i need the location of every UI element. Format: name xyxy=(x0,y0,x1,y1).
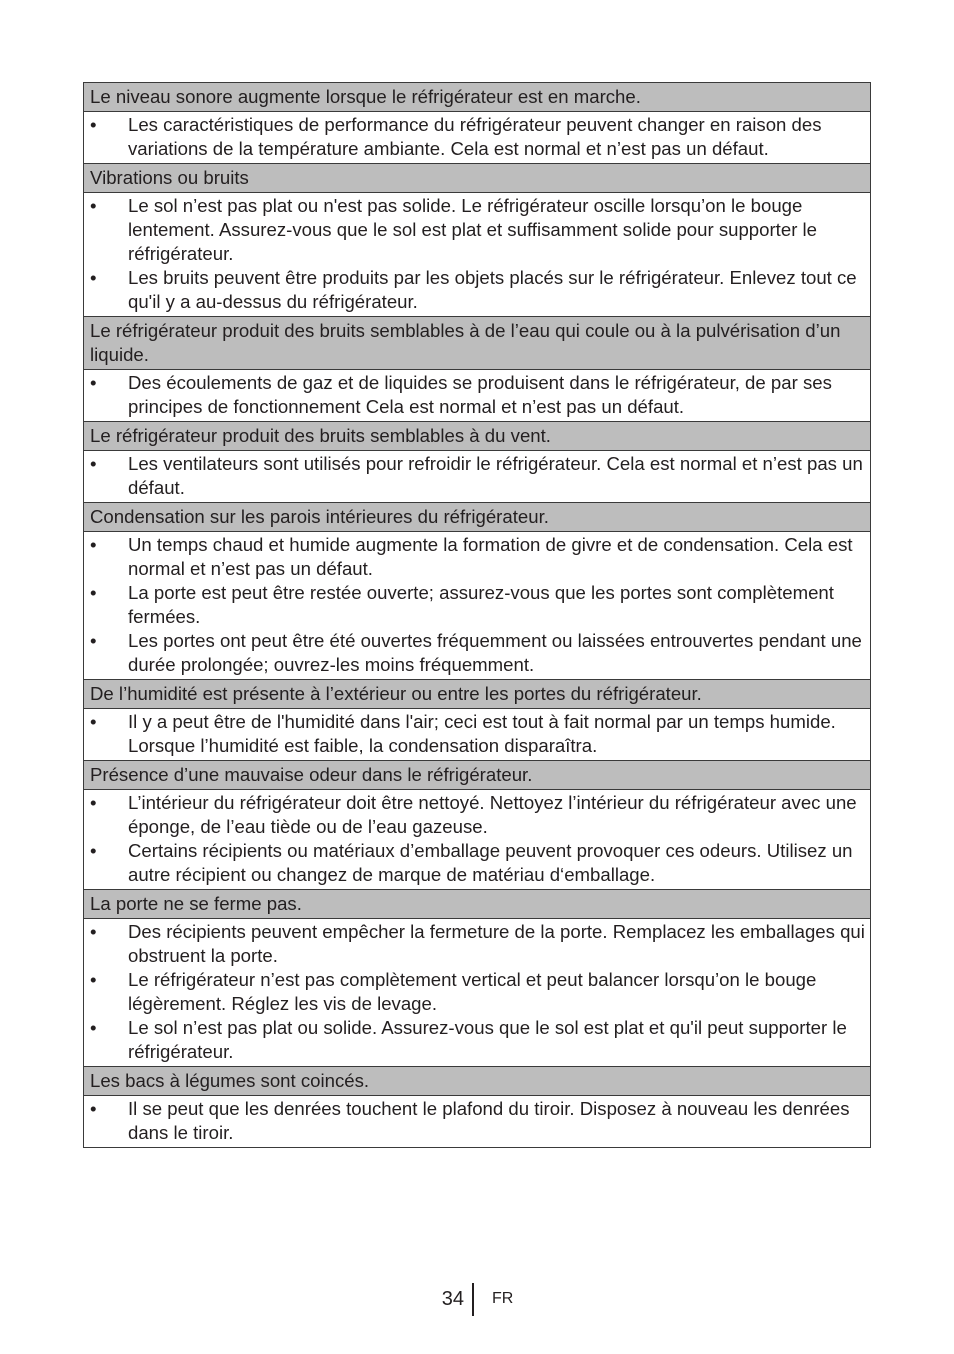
section-body xyxy=(83,790,871,890)
bullet-item xyxy=(84,266,866,314)
bullet-item xyxy=(84,710,866,758)
bullet-text: L’intérieur du réfrigérateur doit être nettoyé. Nettoyez l’intérieur du réfrigérateur avec une éponge, de l’eau tiède ou de l’eau gazeuse. xyxy=(128,792,857,837)
section-body xyxy=(83,532,871,680)
bullet-dot-icon: • xyxy=(90,792,97,813)
section-body xyxy=(83,112,871,164)
bullet-item xyxy=(84,629,866,677)
section-body xyxy=(83,919,871,1067)
section-body xyxy=(83,370,871,422)
section-heading: Vibrations ou bruits xyxy=(83,164,871,193)
bullet-dot-icon: • xyxy=(90,582,97,603)
bullet-dot-icon: • xyxy=(90,711,97,732)
page-footer xyxy=(0,1283,954,1317)
section-body xyxy=(83,709,871,761)
section-heading: Les bacs à légumes sont coincés. xyxy=(83,1067,871,1096)
bullet-text: Les bruits peuvent être produits par les objets placés sur le réfrigérateur. Enlevez tout ce qu'il y a au-dessus du réfrigérateur. xyxy=(128,267,857,312)
bullet-text: Les portes ont peut être été ouvertes fréquemment ou laissées entrouvertes pendant une durée prolongée; ouvrez-les moins fréquemment. xyxy=(128,630,862,675)
bullet-text: Le sol n’est pas plat ou solide. Assurez-vous que le sol est plat et qu'il peut supporter le réfrigérateur. xyxy=(128,1017,847,1062)
page-number: 34 xyxy=(441,1288,464,1310)
bullet-dot-icon: • xyxy=(90,1098,97,1119)
bullet-item xyxy=(84,920,866,968)
section-heading: De l’humidité est présente à l’extérieur ou entre les portes du réfrigérateur. xyxy=(83,680,871,709)
bullet-item xyxy=(84,1016,866,1064)
bullet-text: Le sol n’est pas plat ou n'est pas solide. Le réfrigérateur oscille lorsqu’on le bouge lentement. Assurez-vous que le sol est plat et suffisamment solide pour supporter le réfrigérateur. xyxy=(128,195,818,264)
section-heading: Présence d’une mauvaise odeur dans le réfrigérateur. xyxy=(83,761,871,790)
bullet-item xyxy=(84,113,866,161)
section-body xyxy=(83,1096,871,1148)
bullet-item xyxy=(84,581,866,629)
bullet-dot-icon: • xyxy=(90,372,97,393)
bullet-dot-icon: • xyxy=(90,1017,97,1038)
bullet-item xyxy=(84,791,866,839)
section-body xyxy=(83,193,871,317)
section-heading: La porte ne se ferme pas. xyxy=(83,890,871,919)
section-heading: Le niveau sonore augmente lorsque le réfrigérateur est en marche. xyxy=(83,83,871,112)
bullet-dot-icon: • xyxy=(90,969,97,990)
bullet-text: Le réfrigérateur n’est pas complètement vertical et peut balancer lorsqu’on le bouge légèrement. Réglez les vis de levage. xyxy=(128,969,817,1014)
bullet-text: La porte est peut être restée ouverte; assurez-vous que les portes sont complètement fermées. xyxy=(128,582,834,627)
bullet-dot-icon: • xyxy=(90,114,97,135)
section-heading: Condensation sur les parois intérieures du réfrigérateur. xyxy=(83,503,871,532)
bullet-dot-icon: • xyxy=(90,453,97,474)
footer-divider xyxy=(472,1283,474,1316)
section-heading: Le réfrigérateur produit des bruits semblables à du vent. xyxy=(83,422,871,451)
language-code: FR xyxy=(492,1290,514,1307)
bullet-dot-icon: • xyxy=(90,630,97,651)
bullet-item xyxy=(84,1097,866,1145)
bullet-dot-icon: • xyxy=(90,267,97,288)
bullet-item xyxy=(84,839,866,887)
bullet-dot-icon: • xyxy=(90,921,97,942)
section-body xyxy=(83,451,871,503)
bullet-text: Les caractéristiques de performance du réfrigérateur peuvent changer en raison des variations de la température ambiante. Cela est normal et n’est pas un défaut. xyxy=(128,114,822,159)
bullet-item xyxy=(84,533,866,581)
bullet-text: Un temps chaud et humide augmente la formation de givre et de condensation. Cela est normal et n’est pas un défaut. xyxy=(128,534,853,579)
bullet-dot-icon: • xyxy=(90,840,97,861)
bullet-text: Des écoulements de gaz et de liquides se produisent dans le réfrigérateur, de par ses principes de fonctionnement Cela est normal et n’est pas un défaut. xyxy=(128,372,832,417)
bullet-text: Il y a peut être de l'humidité dans l'air; ceci est tout à fait normal par un temps humide. Lorsque l’humidité est faible, la condensation disparaîtra. xyxy=(128,711,836,756)
bullet-text: Des récipients peuvent empêcher la fermeture de la porte. Remplacez les emballages qui obstruent la porte. xyxy=(128,921,865,966)
bullet-text: Il se peut que les denrées touchent le plafond du tiroir. Disposez à nouveau les denrées dans le tiroir. xyxy=(128,1098,850,1143)
bullet-item xyxy=(84,194,866,266)
bullet-item xyxy=(84,968,866,1016)
bullet-item xyxy=(84,452,866,500)
bullet-dot-icon: • xyxy=(90,534,97,555)
bullet-item xyxy=(84,371,866,419)
bullet-text: Certains récipients ou matériaux d’emballage peuvent provoquer ces odeurs. Utilisez un autre récipient ou changez de marque de matériau d‘emballage. xyxy=(128,840,853,885)
bullet-text: Les ventilateurs sont utilisés pour refroidir le réfrigérateur. Cela est normal et n’est pas un défaut. xyxy=(128,453,863,498)
bullet-dot-icon: • xyxy=(90,195,97,216)
troubleshooting-table xyxy=(83,82,871,1148)
section-heading: Le réfrigérateur produit des bruits semblables à de l’eau qui coule ou à la pulvérisation d’un liquide. xyxy=(83,317,871,370)
